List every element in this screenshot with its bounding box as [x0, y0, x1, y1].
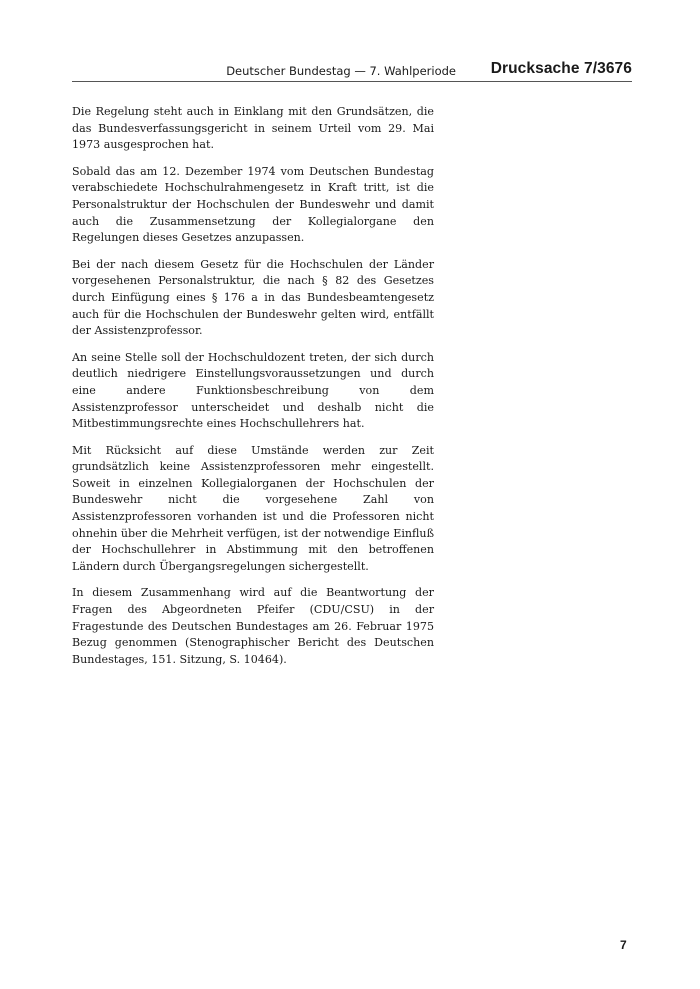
paragraph: Mit Rücksicht auf diese Umstände werden zur Zeit grundsätzlich keine Assistenzprofessoren mehr eingestellt. Soweit in einzelnen Kollegialorganen der Hochschulen der Bundeswehr nicht die vorgesehene Zahl von Assistenzprofessoren vorhanden ist und die Professoren nicht ohnehin über die Mehrheit verfügen, ist der notwendige Einfluß der Hochschullehrer in Abstimmung mit den betroffenen Ländern durch Übergangsregelungen sichergestellt. — [72, 443, 434, 573]
paragraph: Die Regelung steht auch in Einklang mit den Grundsätzen, die das Bundesverfassungsgericht in seinem Urteil vom 29. Mai 1973 ausgesprochen hat. — [72, 105, 434, 152]
header-series: Deutscher Bundestag — 7. Wahlperiode — [220, 64, 462, 78]
page-header — [72, 62, 632, 88]
page-number: 7 — [620, 938, 627, 952]
header-rule — [72, 81, 632, 82]
paragraph: An seine Stelle soll der Hochschuldozent treten, der sich durch deutlich niedrigere Einstellungsvoraussetzungen und durch eine andere Funktionsbeschreibung von dem Assistenzprofessor unterscheidet und deshalb nicht die Mitbestimmungsrechte eines Hochschullehrers hat. — [72, 350, 434, 431]
paragraph: Sobald das am 12. Dezember 1974 vom Deutschen Bundestag verabschiedete Hochschulrahmengesetz in Kraft tritt, ist die Personalstruktur der Hochschulen der Bundeswehr und damit auch die Zusammensetzung der Kollegialorgane den Regelungen dieses Gesetzes anzupassen. — [72, 164, 434, 245]
body-text — [72, 104, 434, 678]
document-number: Drucksache 7/3676 — [483, 60, 632, 78]
paragraph: In diesem Zusammenhang wird auf die Beantwortung der Fragen des Abgeordneten Pfeifer (CDU/CSU) in der Fragestunde des Deutschen Bundestages am 26. Februar 1975 Bezug genommen (Stenographischer Bericht des Deutschen Bundestages, 151. Sitzung, S. 10464). — [72, 586, 434, 666]
paragraph: Bei der nach diesem Gesetz für die Hochschulen der Länder vorgesehenen Personalstruktur, die nach § 82 des Gesetzes durch Einfügung eines § 176 a in das Bundesbeamtengesetz auch für die Hochschulen der Bundeswehr gelten wird, entfällt der Assistenzprofessor. — [72, 257, 434, 338]
